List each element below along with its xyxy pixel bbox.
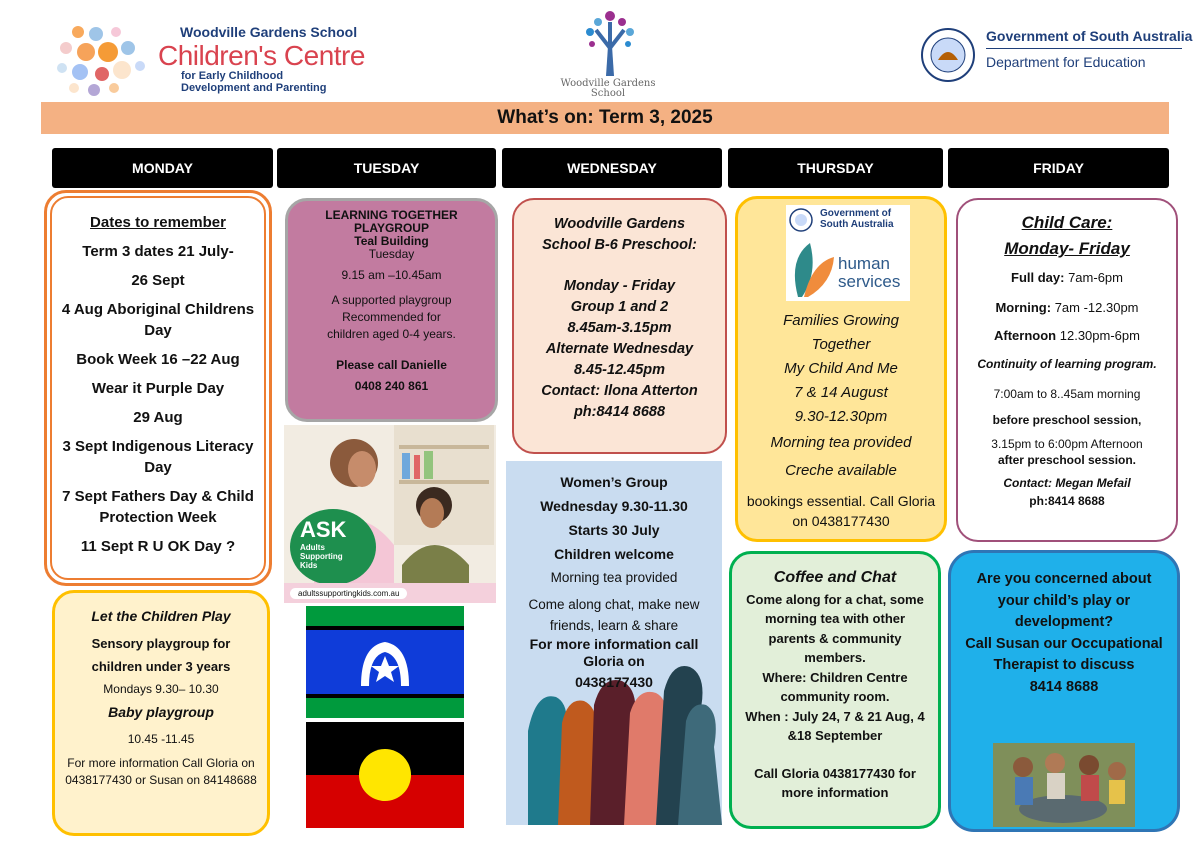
ps-line2: School B-6 Preschool:	[542, 237, 697, 253]
learning-together-card	[285, 198, 498, 422]
date-item: Book Week 16 –22 Aug	[76, 351, 240, 368]
play-line4: 10.45 -11.45	[127, 732, 195, 746]
play-line5: For more information Call Gloria on 0438177430 or Susan on 84148688	[65, 756, 257, 787]
play-line1: Sensory playgroup for	[91, 636, 231, 651]
coffee-line1: Come along for a chat, some morning tea with other parents & community members.	[746, 591, 924, 665]
dates-heading: Dates to remember	[90, 214, 226, 231]
wg-line2: Wednesday 9.30-11.30	[540, 498, 688, 514]
coffee-line2: Where: Children Centre community room.	[762, 669, 908, 704]
children-water-play-photo	[993, 743, 1135, 827]
torres-strait-flag-icon	[306, 606, 464, 718]
cc-afternoon	[964, 326, 1170, 346]
fg-line7: Creche available	[785, 462, 897, 479]
play-line3: Mondays 9.30– 10.30	[103, 682, 219, 696]
day-header-friday: FRIDAY	[948, 148, 1169, 188]
cc-title: Children's Centre	[158, 40, 365, 71]
coffee-line3: When : July 24, 7 & 21 Aug, 4 &18 September	[745, 708, 925, 743]
cc-contact: Contact: Megan Mefail	[1003, 476, 1131, 490]
date-item: 11 Sept R U OK Day ?	[80, 538, 236, 555]
human-services-leaf-icon	[788, 239, 838, 299]
ask-url: adultssupportingkids.com.au	[290, 588, 407, 599]
aboriginal-flag-icon	[306, 722, 464, 828]
ps-line3: Monday - Friday	[563, 278, 676, 294]
fg-line1: Families Growing	[783, 312, 899, 329]
sa-crest-icon	[920, 24, 976, 86]
ask-url-bar	[284, 583, 496, 603]
wg-logo-text1: Woodville Gardens	[560, 78, 656, 89]
date-item: Term 3 dates 21 July-	[82, 243, 234, 260]
cc-t2: Monday- Friday	[1004, 239, 1130, 258]
cc-a2: before preschool session,	[992, 413, 1142, 427]
ps-line1: Woodville Gardens	[553, 216, 686, 232]
cc-morn-label: Morning:	[995, 300, 1052, 315]
wg-line4: Children welcome	[554, 546, 674, 562]
cc-t1: Child Care:	[1021, 213, 1113, 232]
gov-line2: Department for Education	[986, 54, 1146, 70]
lt-day: Tuesday	[368, 247, 415, 261]
fg-line4: 7 & 14 August	[794, 384, 888, 401]
cc-a4: after preschool session.	[997, 453, 1137, 467]
lt-building: Teal Building	[354, 234, 429, 248]
ask-big: ASK	[300, 517, 347, 542]
title-bar	[41, 102, 1169, 134]
cc-sub2: Development and Parenting	[181, 82, 327, 94]
wg-line1: Women’s Group	[560, 474, 668, 490]
tree-logo-icon	[578, 8, 638, 78]
cc-a1: 7:00am to 8..45am morning	[993, 387, 1141, 401]
hs-gov1: Government of	[820, 208, 892, 219]
gov-sa-logo	[920, 24, 1193, 90]
day-header-thursday: THURSDAY	[728, 148, 943, 188]
date-item: 29 Aug	[133, 409, 183, 426]
gov-divider	[986, 48, 1182, 49]
ps-line7: 8.45-12.45pm	[573, 362, 666, 378]
ps-line6: Alternate Wednesday	[545, 341, 694, 357]
hs-word2: services	[838, 272, 901, 291]
fg-line8: bookings essential. Call Gloria on 0438177430	[746, 493, 936, 529]
gov-line1: Government of South Australia	[986, 28, 1193, 44]
wg-line5: Morning tea provided	[550, 570, 678, 585]
ot-line2: Call Susan our Occupational Therapist to discuss	[965, 635, 1163, 673]
cc-school-name: Woodville Gardens School	[180, 24, 358, 40]
hs-word1: human	[838, 254, 890, 273]
fg-line2: Together	[811, 336, 871, 353]
ps-line4: Group 1 and 2	[570, 299, 669, 315]
occupational-therapy-card	[948, 550, 1180, 832]
torres-strait-flag	[306, 606, 464, 718]
kids-photo-icon	[993, 743, 1135, 827]
baby-playgroup: Baby playgroup	[108, 704, 214, 720]
fg-line5: 9.30-12.30pm	[794, 408, 888, 425]
wg-line6: Come along chat, make new friends, learn & share	[528, 597, 700, 633]
wg-school-logo	[560, 8, 656, 104]
aboriginal-flag	[306, 722, 464, 828]
cc-full-val: 7am-6pm	[1068, 270, 1123, 285]
hs-gov2: South Australia	[820, 219, 894, 230]
ps-line9: ph:8414 8688	[573, 404, 666, 420]
cc-continuity: Continuity of learning program.	[977, 357, 1157, 371]
lt-desc3: children aged 0-4 years.	[327, 327, 456, 341]
lt-desc1: A supported playgroup	[331, 293, 452, 307]
date-item: 3 Sept Indigenous Literacy Day	[62, 438, 254, 476]
womens-group-card	[506, 461, 722, 825]
ps-line5: 8.45am-3.15pm	[567, 320, 672, 336]
date-item: 4 Aug Aboriginal Childrens Day	[61, 301, 255, 339]
cc-sub1: for Early Childhood	[181, 70, 284, 82]
childrens-centre-logo	[48, 22, 408, 98]
cc-morn-val: 7am -12.30pm	[1054, 300, 1139, 315]
coffee-line4: Call Gloria 0438177430 for more information	[754, 765, 916, 800]
cc-full-label: Full day:	[1011, 270, 1065, 285]
page-title: What’s on: Term 3, 2025	[497, 107, 713, 128]
wg-line3: Starts 30 July	[568, 522, 660, 538]
cc-aft-val: 12.30pm-6pm	[1059, 328, 1140, 343]
lt-title: LEARNING TOGETHER PLAYGROUP	[325, 208, 458, 235]
date-item: 26 Sept	[131, 272, 185, 289]
date-item: Wear it Purple Day	[91, 380, 225, 397]
wg-line7: For more information call Gloria on	[529, 636, 699, 669]
ps-line8: Contact: Ilona Atterton	[541, 383, 698, 399]
play-title: Let the Children Play	[91, 608, 231, 624]
cc-a3: 3.15pm to 6:00pm Afternoon	[991, 437, 1143, 451]
wg-line8: 0438177430	[575, 674, 653, 690]
sa-crest-small-icon	[788, 207, 814, 233]
lt-call: Please call Danielle	[336, 358, 447, 372]
cc-aft-label: Afternoon	[994, 328, 1057, 343]
wg-logo-text2: School	[590, 88, 626, 99]
cc-morning	[964, 298, 1170, 318]
day-header-monday: MONDAY	[52, 148, 273, 188]
coffee-chat-card	[729, 551, 941, 829]
ask-small: Adults Supporting Kids	[300, 543, 343, 570]
play-line2: children under 3 years	[91, 659, 231, 674]
lt-desc2: Recommended for	[342, 310, 441, 324]
day-header-tuesday: TUESDAY	[277, 148, 496, 188]
ot-line1: Are you concerned about your child’s play or development?	[976, 571, 1152, 630]
lt-phone: 0408 240 861	[354, 379, 429, 393]
ask-badge	[290, 509, 376, 585]
ot-line3: 8414 8688	[1029, 678, 1099, 695]
human-services-logo	[786, 205, 910, 301]
day-header-wednesday: WEDNESDAY	[502, 148, 722, 188]
coffee-title: Coffee and Chat	[773, 569, 897, 586]
ask-image	[284, 425, 496, 603]
preschool-card	[512, 198, 727, 454]
fg-line6: Morning tea provided	[770, 434, 912, 451]
date-item: 7 Sept Fathers Day & Child Protection Week	[62, 488, 254, 526]
dots-logo-icon	[48, 22, 148, 98]
cc-full	[964, 268, 1170, 288]
cc-ph: ph:8414 8688	[1029, 494, 1105, 508]
children-play-card	[52, 590, 270, 836]
lt-time: 9.15 am –10.45am	[341, 268, 442, 282]
dates-card	[44, 190, 272, 586]
child-care-card	[956, 198, 1178, 542]
families-growing-card	[735, 196, 947, 542]
fg-line3: My Child And Me	[784, 360, 898, 377]
